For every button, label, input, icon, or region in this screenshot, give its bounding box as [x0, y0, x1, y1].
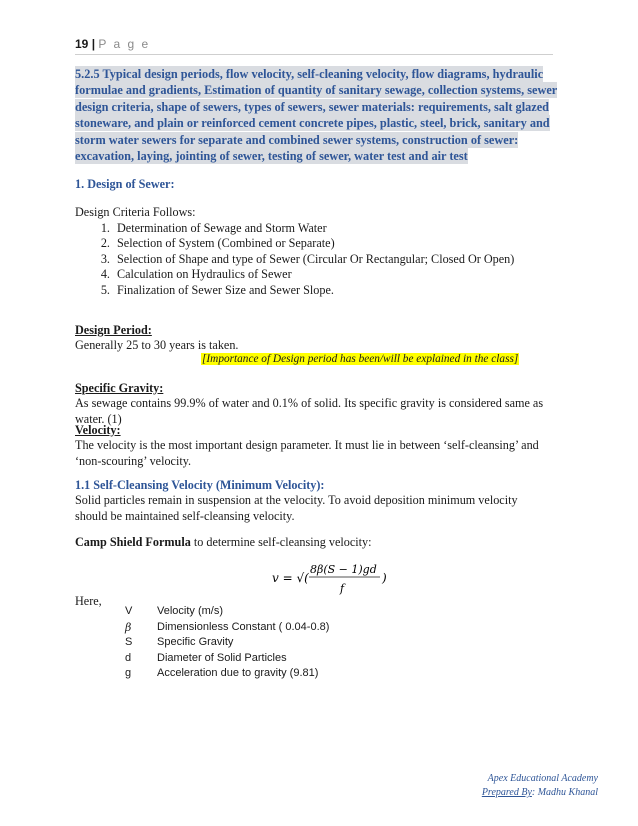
variable-symbol: d	[125, 651, 132, 664]
camp-shield-formula	[272, 560, 402, 603]
footer-prepared-name: : Madhu Khanal	[531, 787, 598, 798]
variable-row	[125, 621, 329, 637]
camp-shield-rest: to determine self-cleansing velocity:	[190, 535, 372, 549]
formula-numerator: 8β(S − 1)gd	[310, 563, 377, 576]
variable-symbol: V	[125, 605, 133, 617]
formula-lhs: v = √(	[272, 571, 309, 585]
design-period-heading: Design Period:	[75, 323, 152, 337]
footer-prepared-label: Prepared By	[481, 787, 532, 798]
list-item: 2. Selection of System (Combined or Separate)	[113, 236, 563, 252]
design-period-text: Generally 25 to 30 years is taken.	[75, 338, 239, 352]
formula-svg	[272, 560, 402, 600]
specific-gravity-text: As sewage contains 99.9% of water and 0.1% of solid. Its specific gravity is considered same as water. (1)	[75, 396, 544, 426]
variable-row	[125, 605, 329, 621]
section-title	[75, 66, 563, 164]
list-item: 5. Finalization of Sewer Size and Sewer Slope.	[113, 283, 563, 299]
velocity-heading: Velocity:	[75, 423, 121, 437]
criteria-intro: Design Criteria Follows:	[75, 205, 196, 219]
list-item: 4. Calculation on Hydraulics of Sewer	[113, 267, 563, 283]
formula-denominator: f	[340, 582, 345, 595]
camp-shield-formula-label: Camp Shield Formula	[75, 535, 191, 549]
page-word: P a g e	[98, 37, 151, 51]
variable-row	[125, 636, 329, 652]
design-of-sewer-heading: 1. Design of Sewer:	[75, 177, 175, 191]
variable-meaning: Velocity (m/s)	[157, 605, 224, 617]
variable-meaning: Diameter of Solid Particles	[157, 651, 287, 664]
variable-symbol: β	[125, 620, 132, 634]
variable-row	[125, 667, 329, 683]
variable-meaning: Dimensionless Constant ( 0.04-0.8)	[157, 620, 330, 633]
variable-row	[125, 652, 329, 668]
footer-prepared	[482, 786, 598, 800]
section-title-text: 5.2.5 Typical design periods, flow velocity, self-cleaning velocity, flow diagrams, hydraulic formulae and gradients, Estimation of quantity of sanitary sewage, collection systems, sewer design criteria, shape of sewers, types of sewers, sewer materials: requirements, salt glazed stoneware, and plain or reinforced cement concrete pipes, plastic, steel, brick, sanitary and storm water sewers for separate and combined sewer systems, construction of sewer: excavation, laying, jointing of sewer, testing of sewer, water test and air test	[75, 67, 558, 164]
footer-academy: Apex Educational Academy	[487, 773, 598, 784]
variable-meaning: Acceleration due to gravity (9.81)	[157, 667, 319, 679]
here-label: Here,	[75, 594, 102, 608]
specific-gravity-heading: Specific Gravity:	[75, 381, 164, 395]
velocity-text: The velocity is the most important design parameter. It must lie in between ‘self-cleansing’ and ‘non-scouring’ velocity.	[75, 438, 539, 468]
page-footer	[482, 772, 598, 800]
list-item: 1. Determination of Sewage and Storm Water	[113, 221, 563, 237]
self-cleansing-heading: 1.1 Self-Cleansing Velocity (Minimum Velocity):	[75, 478, 325, 492]
formula-rhs: )	[382, 571, 387, 585]
variable-symbol: g	[125, 667, 132, 679]
self-cleansing-text: Solid particles remain in suspension at the velocity. To avoid deposition minimum velocity should be maintained self-cleansing velocity.	[75, 493, 518, 523]
page-header	[75, 37, 553, 55]
design-criteria-block	[75, 205, 563, 298]
variable-symbol: S	[125, 636, 133, 648]
camp-shield-line	[75, 535, 372, 551]
header-separator: |	[88, 37, 99, 51]
variables-list	[125, 605, 329, 683]
design-period-note: [Importance of Design period has been/will be explained in the class]	[202, 353, 519, 365]
list-item: 3. Selection of Shape and type of Sewer (Circular Or Rectangular; Closed Or Open)	[113, 252, 563, 268]
criteria-list	[75, 221, 563, 299]
page-number: 19	[75, 37, 89, 51]
variable-meaning: Specific Gravity	[157, 636, 234, 648]
